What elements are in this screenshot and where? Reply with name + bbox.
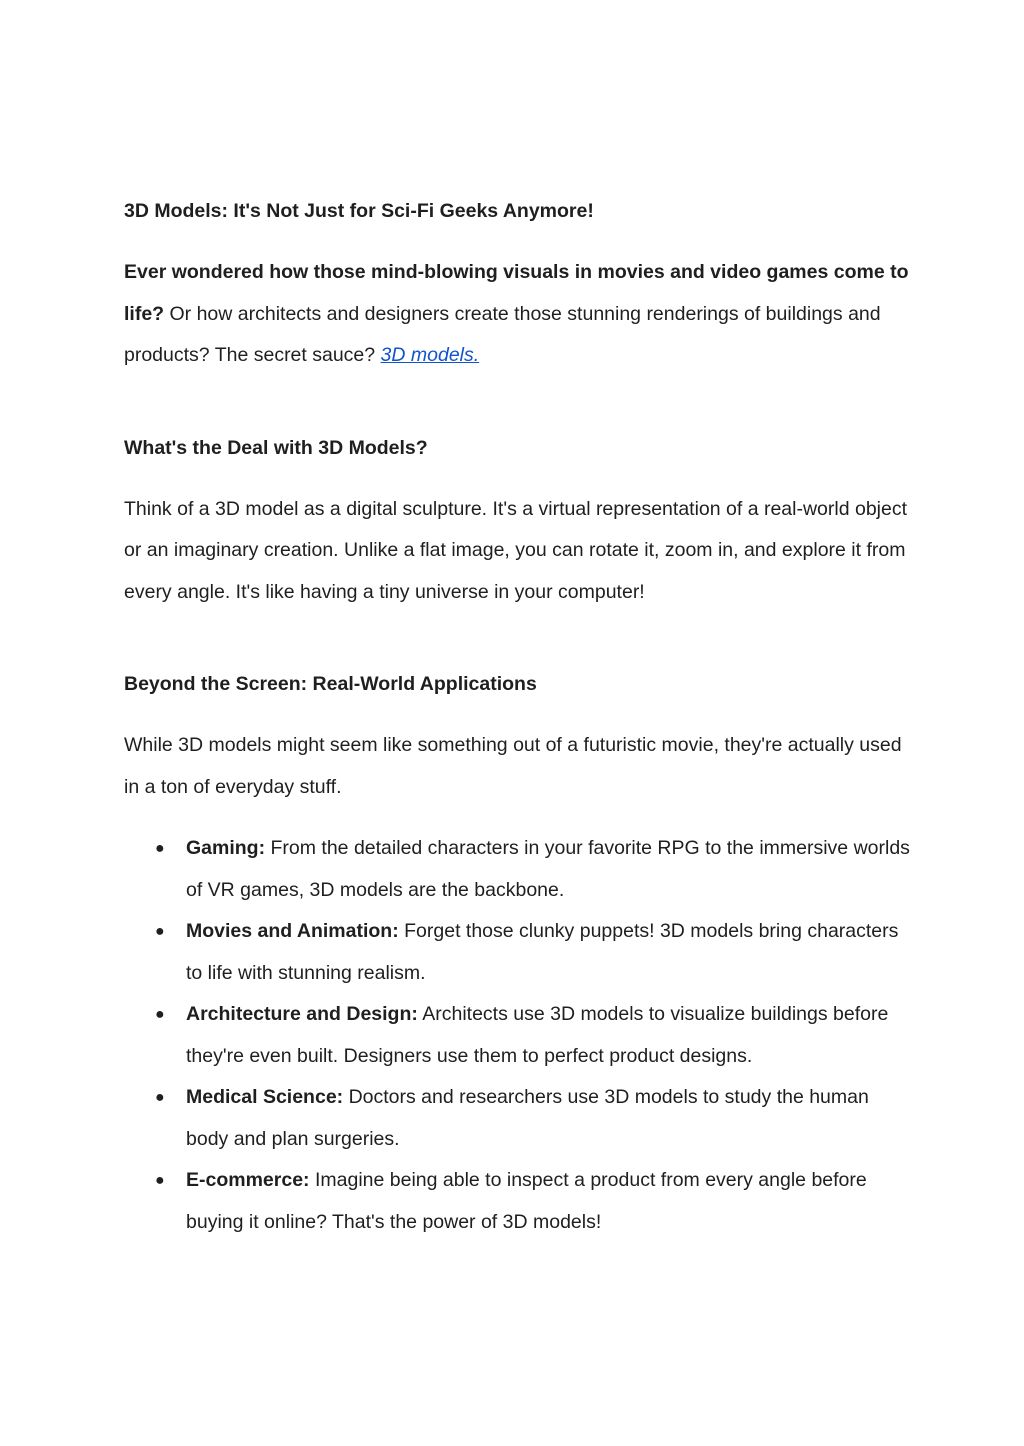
list-item-label: Gaming: <box>186 837 266 859</box>
list-item-label: E-commerce: <box>186 1169 310 1191</box>
list-item-text: Architects use 3D models to visualize buildings before they're even built. Designers use them to perfect product designs. <box>186 1003 889 1067</box>
document-title: 3D Models: It's Not Just for Sci-Fi Geeks Anymore! <box>124 200 594 222</box>
section-body-applications: While 3D models might seem like something out of a futuristic movie, they're actually used in a ton of everyday stuff. <box>124 734 902 798</box>
list-item-text: Doctors and researchers use 3D models to study the human body and plan surgeries. <box>186 1086 869 1150</box>
bullet-icon: ● <box>155 923 165 940</box>
list-item-text: Imagine being able to inspect a product from every angle before buying it online? That's the power of 3D models! <box>186 1169 867 1233</box>
section-body-deal: Think of a 3D model as a digital sculpture. It's a virtual representation of a real-world object or an imaginary creation. Unlike a flat image, you can rotate it, zoom in, and explore it from every angle. It's like having a tiny universe in your computer! <box>124 497 908 603</box>
bullet-icon: ● <box>155 840 165 857</box>
bullet-icon: ● <box>155 1172 165 1189</box>
list-item-architecture <box>124 994 914 1077</box>
intro-text: Or how architects and designers create those stunning renderings of buildings and products? The secret sauce? <box>124 302 881 366</box>
list-item-ecommerce <box>124 1160 914 1243</box>
3d-models-link[interactable]: 3D models. <box>380 344 480 366</box>
list-item-movies <box>124 911 914 994</box>
list-item-label: Architecture and Design: <box>186 1003 418 1025</box>
intro-bold-question: Ever wondered how those mind-blowing visuals in movies and video games come to life? <box>124 261 909 325</box>
list-item-label: Medical Science: <box>186 1086 344 1108</box>
applications-list <box>124 828 914 1243</box>
list-item-gaming <box>124 828 914 911</box>
list-item-label: Movies and Animation: <box>186 920 399 942</box>
intro-paragraph <box>124 252 914 377</box>
section-heading-applications: Beyond the Screen: Real-World Applications <box>124 673 537 695</box>
list-item-text: From the detailed characters in your favorite RPG to the immersive worlds of VR games, 3D models are the backbone. <box>186 837 910 901</box>
list-item-text: Forget those clunky puppets! 3D models bring characters to life with stunning realism. <box>186 920 899 984</box>
bullet-icon: ● <box>155 1006 165 1023</box>
list-item-medical <box>124 1077 914 1160</box>
bullet-icon: ● <box>155 1089 165 1106</box>
section-heading-deal: What's the Deal with 3D Models? <box>124 436 428 459</box>
document-page <box>124 196 914 1243</box>
